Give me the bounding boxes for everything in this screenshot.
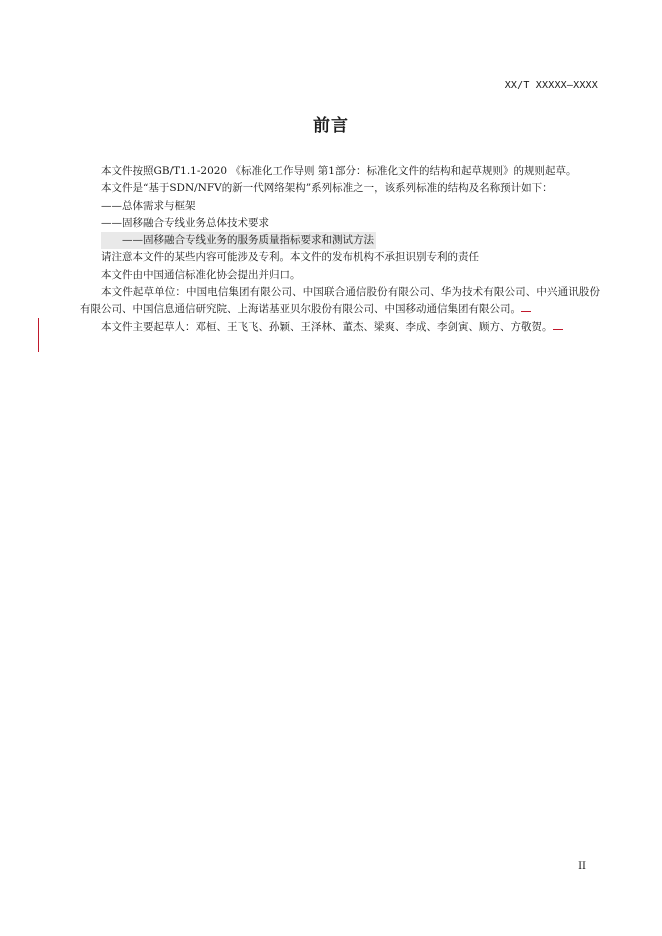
revision-change-bar	[38, 318, 39, 352]
tracked-change-mark	[521, 301, 531, 312]
list-item-series-3: ——固移融合专线业务的服务质量指标要求和测试方法	[101, 232, 376, 249]
list-item-series-2: ——固移融合专线业务总体技术要求	[101, 216, 269, 229]
document-code: XX/T XXXXX—XXXX	[504, 80, 598, 91]
paragraph-drafting-units: 本文件起草单位：中国电信集团有限公司、中国联合通信股份有限公司、华为技术有限公司、中兴通讯股份有限公司、中国信息通信研究院、上海诺基亚贝尔股份有限公司、中国移动通信集团有限公司。	[80, 286, 600, 316]
list-item-series-1: ——总体需求与框架	[101, 199, 196, 212]
paragraph-drafting-units-container	[80, 284, 600, 319]
paragraph-series-intro: 本文件是“基于SDN/NFV的新一代网络架构”系列标准之一，该系列标准的结构及名称预计如下：	[101, 182, 553, 195]
page-title: 前言	[313, 116, 349, 136]
paragraph-proposer: 本文件由中国通信标准化协会提出并归口。	[101, 268, 301, 281]
list-item-series-3-container	[80, 232, 600, 249]
paragraph-drafters: 本文件主要起草人：邓桓、王飞飞、孙颖、王泽林、董杰、梁爽、李成、李剑寅、顾方、方敬贺。	[101, 320, 553, 333]
paragraph-standard-basis: 本文件按照GB/T1.1-2020 《标准化工作导则 第1部分：标准化文件的结构和起草规则》的规则起草。	[101, 165, 577, 177]
paragraph-patent-note: 请注意本文件的某些内容可能涉及专利。本文件的发布机构不承担识别专利的责任	[101, 251, 479, 264]
page-number: II	[578, 861, 586, 872]
tracked-change-mark	[553, 319, 563, 330]
foreword-body	[80, 163, 600, 336]
paragraph-drafters-container	[80, 319, 600, 336]
